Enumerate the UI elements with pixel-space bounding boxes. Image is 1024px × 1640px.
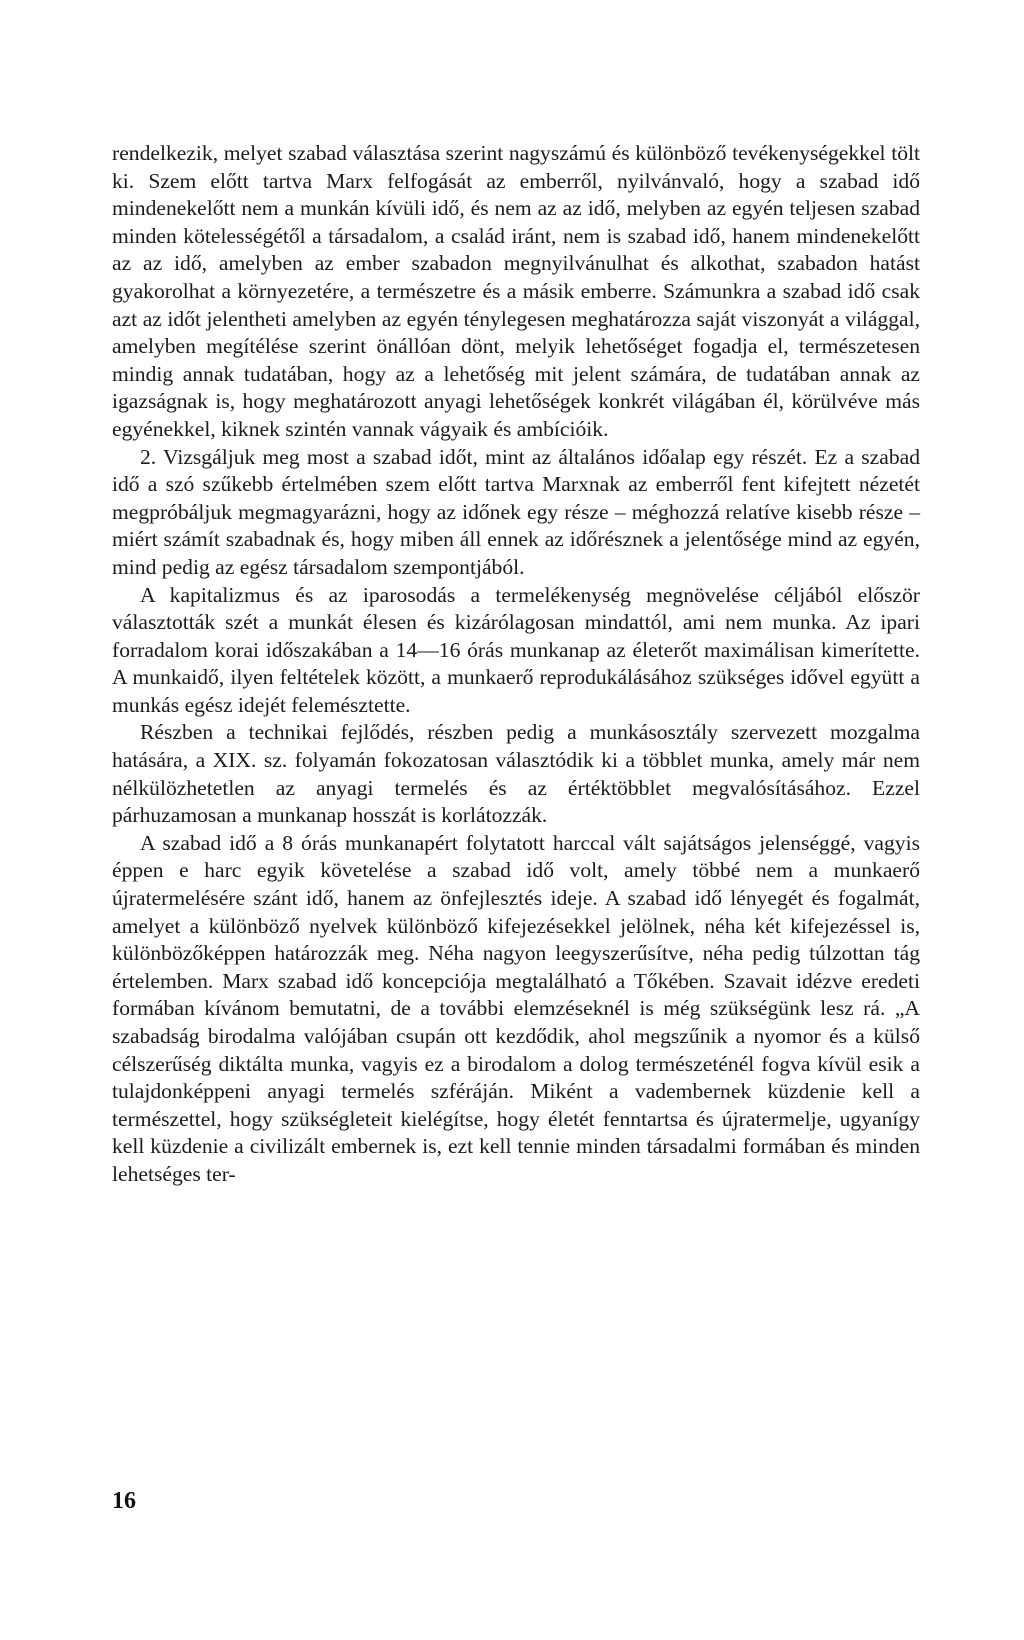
paragraph-4: Részben a technikai fejlődés, részben pedig a munkásosztály szervezett mozgalma hatására, a XIX. sz. folyamán fokozatosan választódik ki a többlet munka, amely már nem nélkülözhetetlen az anyagi termelés és az értéktöbblet megvalósításához. Ezzel párhuzamosan a munkanap hosszát is korlátozzák. (112, 720, 920, 828)
paragraph-3: A kapitalizmus és az iparosodás a termelékenység megnövelése céljából először választották szét a munkát élesen és kizárólagosan mindattól, ami nem munka. Az ipari forradalom korai időszakában a 14—16 órás munkanap az életerőt maximálisan kimerítette. A munkaidő, ilyen feltételek között, a munkaerő reprodukálásához szükséges idővel együtt a munkás egész idejét felemésztette. (112, 582, 920, 717)
page-body (112, 140, 920, 1189)
page-number: 16 (112, 1488, 136, 1514)
paragraph-1: rendelkezik, melyet szabad választása szerint nagyszámú és különböző tevékenységekkel tölt ki. Szem előtt tartva Marx felfogását az emberről, nyilvánvaló, hogy a szabad idő mindenekelőtt nem a munkán kívüli idő, és nem az az idő, melyben az egyén teljesen szabad minden kötelességétől a társadalom, a család iránt, nem is szabad idő, hanem mindenekelőtt az az idő, amelyben az ember szabadon megnyilvánulhat és alkothat, szabadon hatást gyakorolhat a környezetére, a természetre és a másik emberre. Számunkra a szabad idő csak azt az időt jelentheti amelyben az egyén ténylegesen meghatározza saját viszonyát a világgal, amelyben megítélése szerint önállóan dönt, melyik lehetőséget fogadja el, természetesen mindig annak tudatában, hogy az a lehetőség mit jelent számára, de tudatában annak az igazságnak is, hogy meghatározott anyagi lehetőségek konkrét világában él, körülvéve más egyénekkel, kiknek szintén vannak vágyaik és ambícióik. (112, 141, 920, 441)
paragraph-5: A szabad idő a 8 órás munkanapért folytatott harccal vált sajátságos jelenséggé, vagyis éppen e harc egyik követelése a szabad idő volt, amely többé nem a munkaerő újratermelésére szánt idő, hanem az önfejlesztés ideje. A szabad idő lényegét és fogalmát, amelyet a különböző nyelvek különböző kifejezésekkel jelölnek, néha két kifejezéssel is, különbözőképpen határozzák meg. Néha nagyon leegyszerűsítve, néha pedig túlzottan tág értelemben. Marx szabad idő koncepciója megtalálható a Tőkében. Szavait idézve eredeti formában kívánom bemutatni, de a további elemzéseknél is még szükségünk lesz rá. „A szabadság birodalma valójában csupán ott kezdődik, ahol megszűnik a nyomor és a külső célszerűség diktálta munka, vagyis ez a birodalom a dolog természeténél fogva kívül esik a tulajdonképpeni anyagi termelés szféráján. Miként a vadembernek küzdenie kell a természettel, hogy szükségleteit kielégítse, hogy életét fenntartsa és újratermelje, ugyanígy kell küzdenie a civilizált embernek is, ezt kell tennie minden társadalmi formában és minden lehetséges ter- (112, 830, 920, 1186)
paragraph-2: 2. Vizsgáljuk meg most a szabad időt, mint az általános időalap egy részét. Ez a szabad idő a szó szűkebb értelmében szem előtt tartva Marxnak az emberről fent kifejtett nézetét megpróbáljuk megmagyarázni, hogy az időnek egy része – méghozzá relatíve kisebb része – miért számít szabadnak és, hogy miben áll ennek az időrésznek a jelentősége mind az egyén, mind pedig az egész társadalom szempontjából. (112, 444, 920, 579)
